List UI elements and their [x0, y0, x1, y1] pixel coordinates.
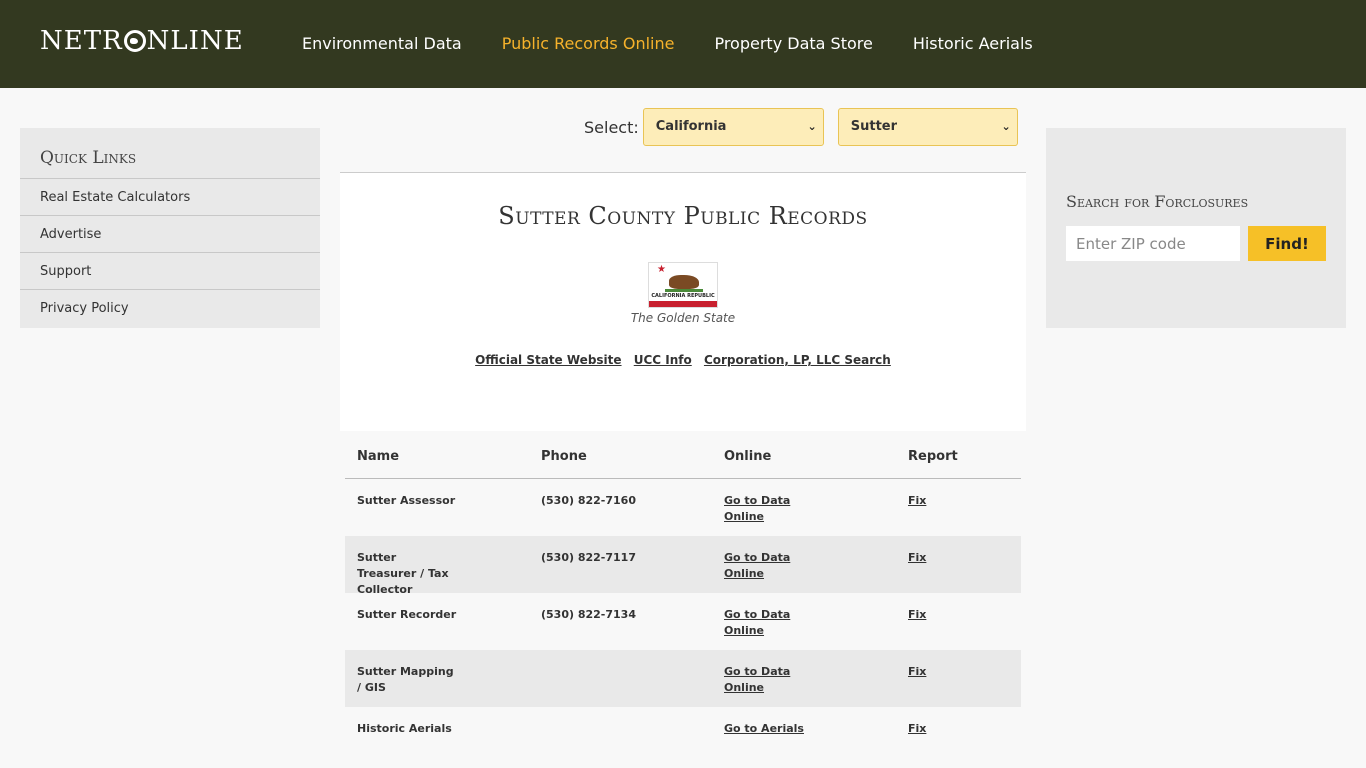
go-to-data-online-link[interactable]: Go to Data Online [724, 608, 791, 637]
location-selector [584, 108, 1018, 146]
record-phone [529, 650, 712, 707]
record-name: Sutter Assessor [357, 494, 456, 507]
record-phone: (530) 822-7117 [541, 551, 636, 564]
quick-links-panel [20, 128, 320, 328]
column-header-phone: Phone [541, 449, 587, 464]
flag-stripe [649, 301, 717, 307]
record-phone: (530) 822-7160 [541, 494, 636, 507]
go-to-data-online-link[interactable]: Go to Data Online [724, 494, 791, 523]
record-name: Sutter Recorder [357, 608, 457, 621]
fix-link[interactable]: Fix [908, 722, 927, 735]
find-button[interactable]: Find! [1248, 226, 1326, 261]
go-to-data-online-link[interactable]: Go to Data Online [724, 665, 791, 694]
county-select-value: Sutter [850, 119, 898, 134]
go-to-aerials-link[interactable]: Go to Aerials [724, 722, 804, 735]
table-row [345, 707, 1021, 764]
nav-environmental-data[interactable]: Environmental Data [302, 34, 462, 53]
main-nav [302, 33, 1033, 55]
county-select[interactable] [838, 108, 1018, 146]
chevron-down-icon: ⌄ [807, 120, 817, 133]
records-table [345, 431, 1021, 764]
fix-link[interactable]: Fix [908, 494, 927, 507]
column-header-name: Name [357, 449, 400, 464]
quick-links-title: Quick Links [20, 128, 320, 179]
netronline-logo[interactable] [40, 26, 244, 56]
nav-public-records-online[interactable]: Public Records Online [501, 34, 675, 53]
record-name: Sutter Mapping / GIS [357, 665, 454, 694]
record-name: Sutter Treasurer / Tax Collector [357, 551, 449, 596]
table-header [345, 431, 1021, 479]
county-info-card [340, 172, 1026, 431]
quick-link-advertise[interactable]: Advertise [20, 216, 320, 253]
logo-text-left: NETR [40, 26, 123, 56]
ucc-info-link[interactable]: UCC Info [633, 353, 692, 367]
star-icon: ★ [657, 264, 666, 275]
table-row [345, 650, 1021, 707]
column-header-online: Online [724, 449, 772, 464]
fix-link[interactable]: Fix [908, 665, 927, 678]
chevron-down-icon: ⌄ [1001, 120, 1011, 133]
flag-ground [665, 289, 703, 292]
corporation-search-link[interactable]: Corporation, LP, LLC Search [703, 353, 891, 367]
fix-link[interactable]: Fix [908, 608, 927, 621]
globe-icon [124, 30, 146, 52]
california-flag-image [648, 262, 718, 308]
state-links [340, 353, 1026, 367]
bear-icon [669, 275, 699, 289]
flag-text: CALIFORNIA REPUBLIC [651, 293, 715, 299]
record-phone [529, 707, 712, 764]
page-title: Sutter County Public Records [498, 202, 868, 230]
state-select-value: California [655, 119, 727, 134]
quick-link-support[interactable]: Support [20, 253, 320, 290]
quick-link-privacy-policy[interactable]: Privacy Policy [40, 301, 129, 316]
foreclosure-search-title: Search for Forclosures [1066, 192, 1249, 211]
foreclosure-search-panel [1046, 128, 1346, 328]
quick-link-real-estate-calculators[interactable]: Real Estate Calculators [20, 179, 320, 216]
record-name: Historic Aerials [357, 722, 452, 735]
state-select[interactable] [643, 108, 824, 146]
table-row [345, 593, 1021, 650]
column-header-report: Report [908, 449, 958, 464]
select-label: Select: [584, 117, 639, 137]
site-header [0, 0, 1366, 88]
foreclosure-search-row [1066, 226, 1326, 261]
table-row [345, 479, 1021, 536]
nav-historic-aerials[interactable]: Historic Aerials [912, 34, 1033, 53]
official-state-website-link[interactable]: Official State Website [475, 353, 622, 367]
go-to-data-online-link[interactable]: Go to Data Online [724, 551, 791, 580]
table-row [345, 536, 1021, 596]
nav-property-data-store[interactable]: Property Data Store [714, 34, 873, 53]
fix-link[interactable]: Fix [908, 551, 927, 564]
zip-code-input[interactable] [1066, 226, 1240, 261]
state-motto: The Golden State [630, 311, 736, 325]
record-phone: (530) 822-7134 [541, 608, 636, 621]
logo-text-right: NLINE [146, 26, 244, 56]
